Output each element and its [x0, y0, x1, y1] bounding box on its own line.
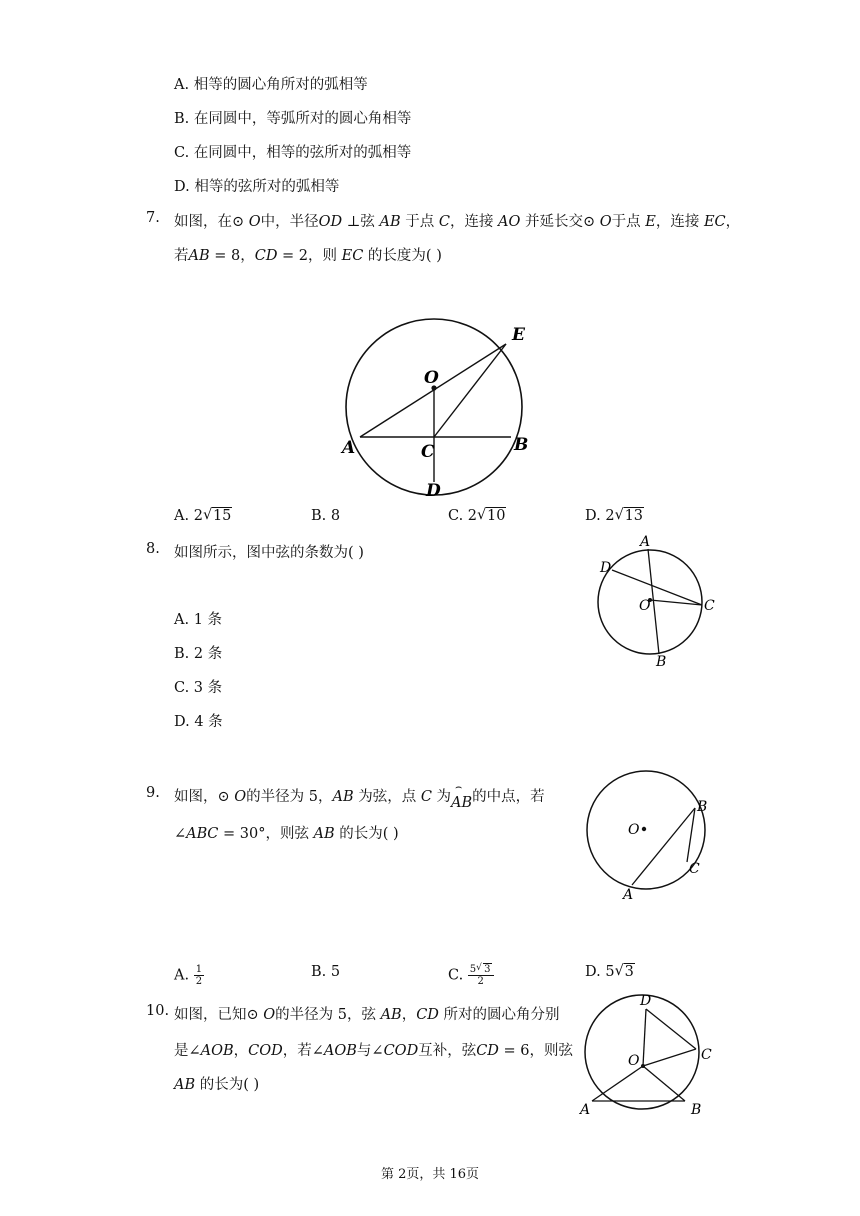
- q6-option-d: D. 相等的弦所对的弧相等: [174, 179, 340, 195]
- q7-label-d: D: [426, 481, 441, 501]
- q7-line2: 若𝐴𝐵 = 8，𝐶𝐷 = 2，则 𝐸𝐶 的长度为( ): [174, 248, 442, 264]
- q9-line2: ∠𝐴𝐵𝐶 = 30°，则弦 𝐴𝐵 的长为( ): [174, 826, 399, 842]
- q9-choice-c: C. 5 √ 3 2: [448, 964, 494, 987]
- q10-label-a: A: [580, 1102, 591, 1118]
- q7-figure: [330, 300, 540, 505]
- page-footer: 第 2页，共 16页: [380, 1167, 480, 1182]
- q10-label-d: D: [640, 993, 652, 1009]
- q8-choice-a: A. 1 条: [174, 612, 223, 628]
- q7-number: 7.: [146, 210, 160, 226]
- q7-line-ec: [434, 344, 506, 437]
- q8-label-d: D: [600, 560, 612, 576]
- q10-radius-ob: [643, 1066, 685, 1101]
- q10-radius-oc: [643, 1049, 696, 1066]
- q10-label-o: O: [628, 1053, 640, 1069]
- q8-figure: [590, 532, 725, 672]
- q8-label-c: C: [704, 598, 715, 614]
- q10-line1: 如图，已知⊙ 𝑂的半径为 5，弦 𝐴𝐵，𝐶𝐷 所对的圆心角分别: [174, 1007, 560, 1023]
- q8-choice-d: D. 4 条: [174, 714, 223, 730]
- q8-number: 8.: [146, 541, 160, 557]
- q9-number: 9.: [146, 785, 160, 801]
- q7-label-o: O: [424, 368, 439, 388]
- q8-label-a: A: [640, 534, 651, 550]
- q8-choice-b: B. 2 条: [174, 646, 223, 662]
- q8-choice-c: C. 3 条: [174, 680, 223, 696]
- q9-center-dot: [642, 827, 646, 831]
- q7-line1: 如图，在⊙ 𝑂中，半径𝑂𝐷 ⊥弦 𝐴𝐵 于点 𝐶，连接 𝐴𝑂 并延长交⊙ 𝑂于点 𝐸，连接 𝐸𝐶，: [174, 214, 741, 230]
- q9-label-o: O: [628, 822, 640, 838]
- q10-label-c: C: [701, 1047, 712, 1063]
- q9-figure: [580, 770, 720, 905]
- q10-radius-oa: [592, 1066, 643, 1101]
- q9-choice-a: A. $\frac{1}{2}$: [174, 964, 203, 987]
- q9-line1: 如图，⊙ 𝑂的半径为 5，𝐴𝐵 为弦，点 𝐶 为 ⌢ 𝐴𝐵的中点，若: [174, 780, 545, 811]
- q10-number: 10.: [146, 1003, 170, 1019]
- q8-chord-dc: [612, 570, 702, 605]
- q10-center-dot: [641, 1064, 645, 1068]
- q7-choice-a: A. 2 √ 15: [174, 507, 232, 524]
- q10-label-b: B: [691, 1102, 702, 1118]
- q6-option-b: B. 在同圆中，等弧所对的圆心角相等: [174, 111, 412, 127]
- q10-chord-dc: [646, 1009, 696, 1049]
- q10-radius-od: [643, 1009, 646, 1066]
- q9-choice-d: D. 5 √ 3: [585, 963, 634, 980]
- q8-label-o: O: [639, 598, 651, 614]
- q10-line2: 是∠𝐴𝑂𝐵，𝐶𝑂𝐷，若∠𝐴𝑂𝐵与∠𝐶𝑂𝐷互补，弦𝐶𝐷 = 6，则弦: [174, 1043, 574, 1059]
- q7-label-e: E: [512, 325, 525, 345]
- q10-line3: 𝐴𝐵 的长为( ): [174, 1077, 260, 1093]
- q9-label-c: C: [689, 861, 700, 877]
- q7-choice-c: C. 2 √ 10: [448, 507, 506, 524]
- q8-line1: 如图所示，图中弦的条数为( ): [174, 545, 364, 561]
- q7-choice-b: B. 8: [311, 508, 341, 524]
- q6-option-a: A. 相等的圆心角所对的弧相等: [174, 77, 368, 93]
- q10-figure: [575, 990, 725, 1120]
- q10-circle: [585, 995, 699, 1109]
- q7-label-b: B: [514, 435, 529, 455]
- q9-label-a: A: [623, 887, 634, 903]
- q9-label-b: B: [697, 799, 708, 815]
- q7-label-c: C: [421, 442, 435, 462]
- q7-label-a: A: [342, 438, 356, 458]
- q6-option-c: C. 在同圆中，相等的弦所对的弧相等: [174, 145, 412, 161]
- q8-label-b: B: [656, 654, 667, 670]
- q9-circle: [587, 771, 708, 889]
- q7-line-ae: [360, 344, 506, 437]
- q9-choice-b: B. 5: [311, 964, 341, 980]
- q7-choice-d: D. 2 √ 13: [585, 507, 644, 524]
